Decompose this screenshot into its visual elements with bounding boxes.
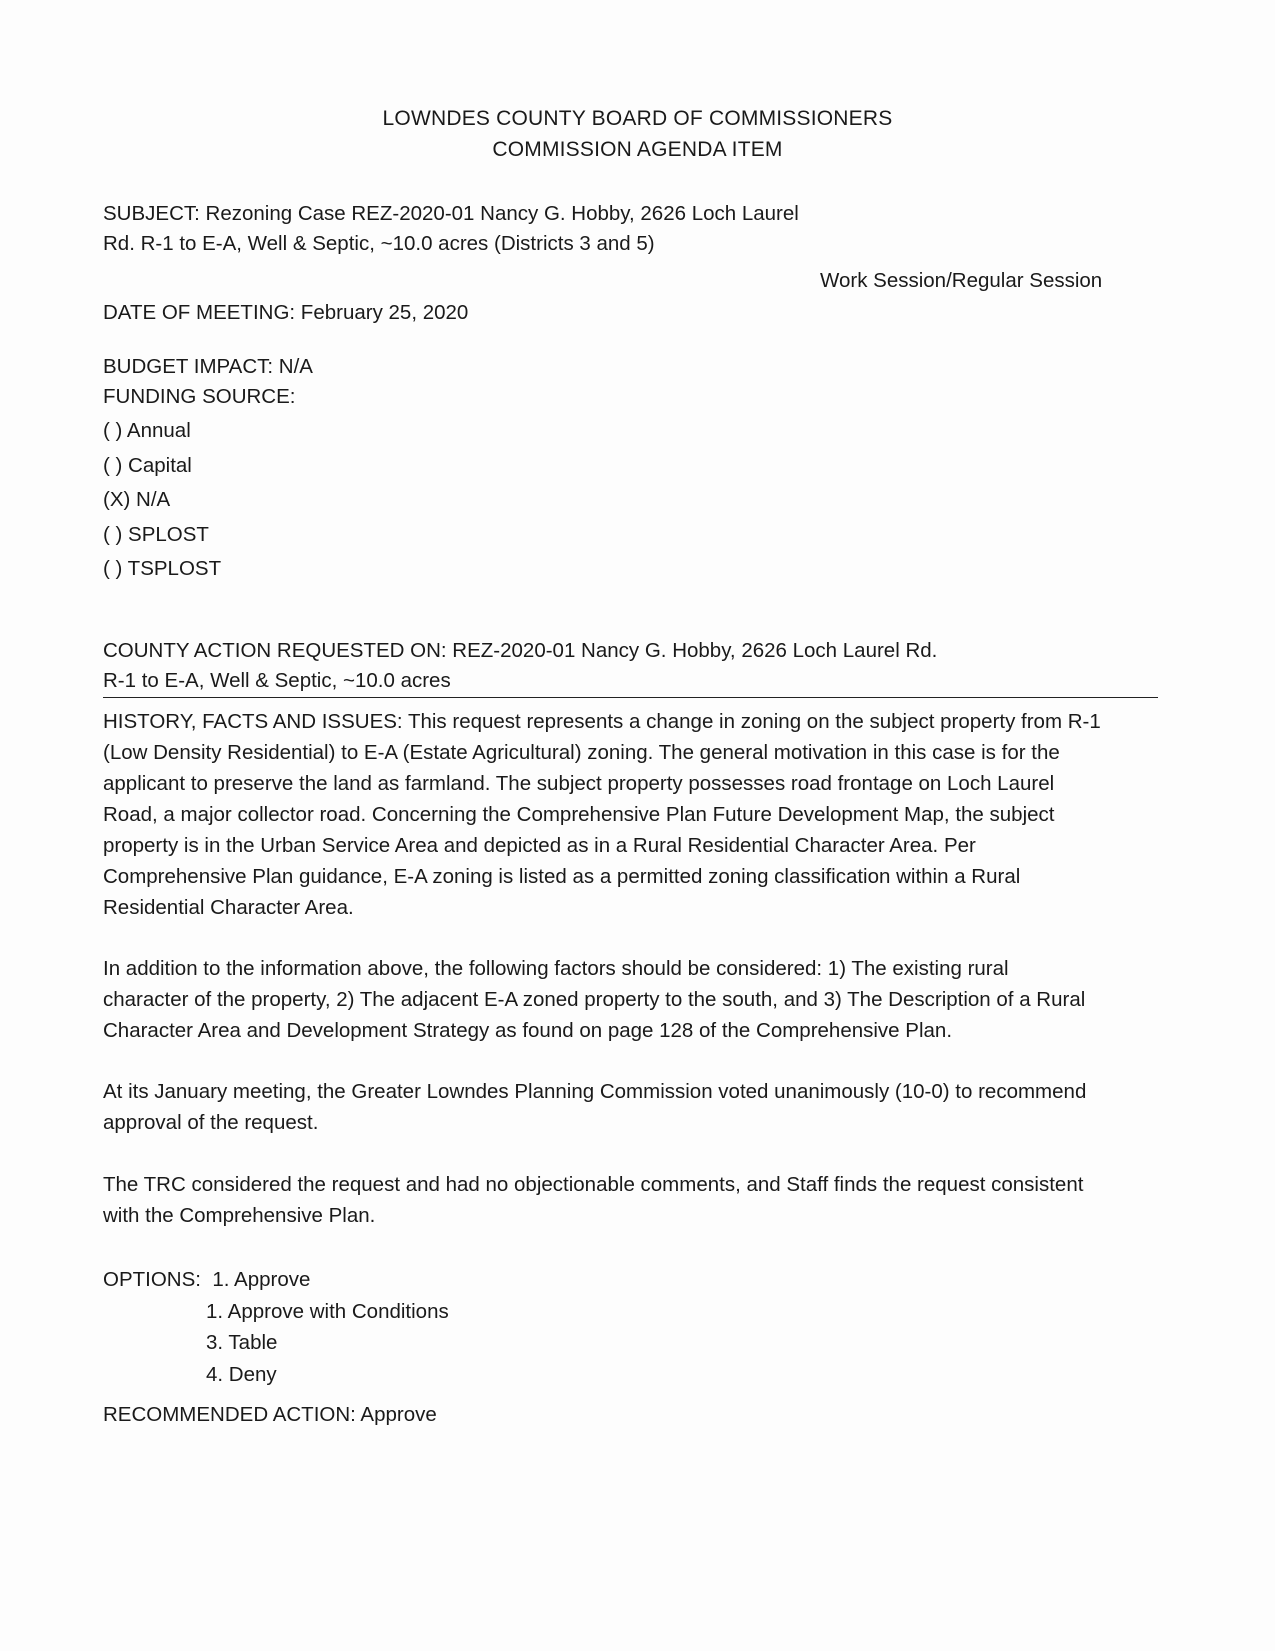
- funding-option-annual: ( ) Annual: [103, 419, 191, 442]
- planning-commission-paragraph: [103, 1076, 1163, 1138]
- history-line: applicant to preserve the land as farmland. The subject property possesses road frontage on Loch Laurel: [103, 772, 1055, 795]
- history-line: (Low Density Residential) to E-A (Estate Agricultural) zoning. The general motivation in this case is for the: [103, 741, 1060, 764]
- history-line: Comprehensive Plan guidance, E-A zoning is listed as a permitted zoning classification within a Rural: [103, 865, 1021, 888]
- options-label: OPTIONS:: [103, 1268, 201, 1291]
- funding-option-na: (X) N/A: [103, 488, 171, 511]
- subject-line-2: Rd. R-1 to E-A, Well & Septic, ~10.0 acres (Districts 3 and 5): [103, 232, 655, 255]
- options-section: [103, 1264, 449, 1390]
- budget-impact: BUDGET IMPACT: N/A: [103, 355, 313, 378]
- history-line: Road, a major collector road. Concerning the Comprehensive Plan Future Development Map, the subject: [103, 803, 1055, 826]
- trc-paragraph: [103, 1169, 1163, 1231]
- county-action-line-1: COUNTY ACTION REQUESTED ON: REZ-2020-01 Nancy G. Hobby, 2626 Loch Laurel Rd.: [103, 639, 938, 662]
- funding-source-label: FUNDING SOURCE:: [103, 385, 296, 408]
- document-header: [0, 103, 1275, 165]
- budget-section: [103, 352, 1163, 412]
- date-of-meeting: DATE OF MEETING: February 25, 2020: [103, 301, 469, 324]
- session-type: Work Session/Regular Session: [820, 269, 1103, 292]
- history-line: Residential Character Area.: [103, 896, 354, 919]
- funding-source-list: [103, 414, 1163, 587]
- history-line: HISTORY, FACTS AND ISSUES: This request represents a change in zoning on the subject property from R-1: [103, 710, 1101, 733]
- planning-line: At its January meeting, the Greater Lowndes Planning Commission voted unanimously (10-0) to recommend: [103, 1080, 1087, 1103]
- factors-line: character of the property, 2) The adjacent E-A zoned property to the south, and 3) The Description of a Rural: [103, 988, 1086, 1011]
- history-paragraph: [103, 706, 1163, 923]
- funding-option-splost: ( ) SPLOST: [103, 522, 209, 546]
- recommended-action: RECOMMENDED ACTION: Approve: [103, 1403, 437, 1426]
- header-title: LOWNDES COUNTY BOARD OF COMMISSIONERS: [382, 107, 893, 130]
- trc-line: The TRC considered the request and had no objectionable comments, and Staff finds the request consistent: [103, 1173, 1084, 1196]
- planning-line: approval of the request.: [103, 1111, 319, 1134]
- options-first-row: [103, 1264, 449, 1296]
- factors-paragraph: [103, 953, 1163, 1046]
- section-divider: [103, 697, 1158, 698]
- history-line: property is in the Urban Service Area and depicted as in a Rural Residential Character Area. Per: [103, 834, 976, 857]
- county-action-section: [103, 636, 1163, 696]
- funding-option-capital: ( ) Capital: [103, 453, 192, 477]
- factors-line: In addition to the information above, the following factors should be considered: 1) The existing rural: [103, 957, 1009, 980]
- county-action-line-2: R-1 to E-A, Well & Septic, ~10.0 acres: [103, 669, 451, 692]
- option-deny: 4. Deny: [206, 1362, 277, 1386]
- header-subtitle: COMMISSION AGENDA ITEM: [492, 138, 783, 161]
- subject-section: [103, 199, 1163, 259]
- option-approve: 1. Approve: [212, 1268, 311, 1291]
- option-approve-with-conditions: 1. Approve with Conditions: [206, 1299, 449, 1323]
- option-table: 3. Table: [206, 1331, 278, 1354]
- subject-line-1: SUBJECT: Rezoning Case REZ-2020-01 Nancy G. Hobby, 2626 Loch Laurel: [103, 202, 799, 225]
- trc-line: with the Comprehensive Plan.: [103, 1204, 376, 1227]
- funding-option-tsplost: ( ) TSPLOST: [103, 557, 222, 580]
- factors-line: Character Area and Development Strategy as found on page 128 of the Comprehensive Plan.: [103, 1019, 953, 1042]
